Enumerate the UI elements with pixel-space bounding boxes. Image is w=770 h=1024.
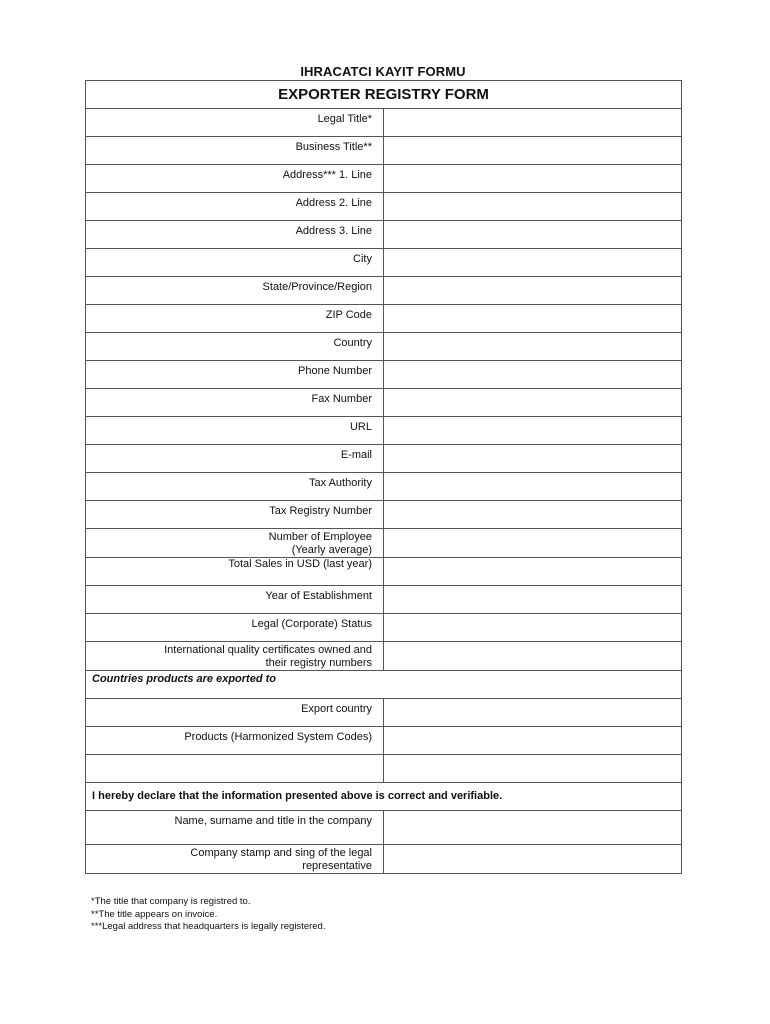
field-label: Business Title** <box>86 137 384 165</box>
tax-authority-field[interactable] <box>384 473 682 501</box>
footnote: *The title that company is registred to. <box>91 896 251 907</box>
field-label: Year of Establishment <box>86 586 384 614</box>
field-row-country <box>86 333 682 361</box>
field-row-tax-authority <box>86 473 682 501</box>
section-row-countries <box>86 671 682 699</box>
state-province-region-field[interactable] <box>384 277 682 305</box>
field-row-address-2 <box>86 193 682 221</box>
blank-value-field[interactable] <box>384 755 682 783</box>
email-field[interactable] <box>384 445 682 473</box>
url-field[interactable] <box>384 417 682 445</box>
field-label-line-2: their registry numbers <box>265 657 372 669</box>
stamp-signature-field[interactable] <box>384 845 682 874</box>
legal-corporate-status-field[interactable] <box>384 614 682 642</box>
phone-number-field[interactable] <box>384 361 682 389</box>
total-sales-field[interactable] <box>384 558 682 586</box>
number-of-employee-field[interactable] <box>384 529 682 558</box>
quality-certificates-field[interactable] <box>384 642 682 671</box>
blank-label-cell <box>86 755 384 783</box>
field-label: Tax Authority <box>86 473 384 501</box>
field-row-employees <box>86 529 682 558</box>
field-label: Total Sales in USD (last year) <box>86 558 384 586</box>
field-row-total-sales <box>86 558 682 586</box>
legal-title-field[interactable] <box>384 109 682 137</box>
field-label: State/Province/Region <box>86 277 384 305</box>
business-title-field[interactable] <box>384 137 682 165</box>
field-label: Phone Number <box>86 361 384 389</box>
year-of-establishment-field[interactable] <box>384 586 682 614</box>
field-label: City <box>86 249 384 277</box>
footnotes <box>91 896 325 934</box>
field-label: Export country <box>86 699 384 727</box>
field-label-line-1: International quality certificates owned and <box>164 644 372 656</box>
country-field[interactable] <box>384 333 682 361</box>
field-label: E-mail <box>86 445 384 473</box>
field-label <box>86 642 384 671</box>
field-row-legal-title <box>86 109 682 137</box>
form-title-turkish: IHRACATCI KAYIT FORMU <box>300 64 466 79</box>
field-label: Fax Number <box>86 389 384 417</box>
declaration-row <box>86 783 682 811</box>
field-label: URL <box>86 417 384 445</box>
field-label: Legal Title* <box>86 109 384 137</box>
export-country-field[interactable] <box>384 699 682 727</box>
section-heading-countries: Countries products are exported to <box>86 671 682 699</box>
address-line-3-field[interactable] <box>384 221 682 249</box>
field-row-export-country <box>86 699 682 727</box>
field-label: Name, surname and title in the company <box>86 811 384 845</box>
form-title-english: EXPORTER REGISTRY FORM <box>86 81 682 109</box>
field-row-city <box>86 249 682 277</box>
field-label: Address 3. Line <box>86 221 384 249</box>
field-label: Tax Registry Number <box>86 501 384 529</box>
field-label: Address*** 1. Line <box>86 165 384 193</box>
registry-form-table <box>85 80 682 874</box>
field-row-zip <box>86 305 682 333</box>
products-hs-codes-field[interactable] <box>384 727 682 755</box>
footnote: **The title appears on invoice. <box>91 908 218 920</box>
field-row-certificates <box>86 642 682 671</box>
field-row-stamp-signature <box>86 845 682 874</box>
field-label-line-1: Company stamp and sing of the legal <box>190 847 372 859</box>
field-label: ZIP Code <box>86 305 384 333</box>
zip-code-field[interactable] <box>384 305 682 333</box>
field-label <box>86 845 384 874</box>
field-label: Products (Harmonized System Codes) <box>86 727 384 755</box>
field-row-fax <box>86 389 682 417</box>
address-line-2-field[interactable] <box>384 193 682 221</box>
field-row-business-title <box>86 137 682 165</box>
field-row-tax-registry <box>86 501 682 529</box>
footnote: ***Legal address that headquarters is legally registered. <box>91 921 326 932</box>
field-row-state <box>86 277 682 305</box>
field-label <box>86 529 384 558</box>
field-label-line-2: (Yearly average) <box>291 544 372 556</box>
field-row-address-1 <box>86 165 682 193</box>
form-title-row <box>86 81 682 109</box>
field-row-email <box>86 445 682 473</box>
field-row-url <box>86 417 682 445</box>
field-row-name-title <box>86 811 682 845</box>
field-row-phone <box>86 361 682 389</box>
field-label: Legal (Corporate) Status <box>86 614 384 642</box>
tax-registry-number-field[interactable] <box>384 501 682 529</box>
field-row-year-established <box>86 586 682 614</box>
declaration-text: I hereby declare that the information presented above is correct and verifiable. <box>86 783 682 811</box>
field-label: Country <box>86 333 384 361</box>
field-label: Address 2. Line <box>86 193 384 221</box>
field-row-products <box>86 727 682 755</box>
fax-number-field[interactable] <box>384 389 682 417</box>
field-row-address-3 <box>86 221 682 249</box>
name-surname-title-field[interactable] <box>384 811 682 845</box>
field-label-line-2: representative <box>302 860 372 872</box>
address-line-1-field[interactable] <box>384 165 682 193</box>
field-row-blank <box>86 755 682 783</box>
field-label-line-1: Number of Employee <box>268 531 372 543</box>
city-field[interactable] <box>384 249 682 277</box>
field-row-legal-status <box>86 614 682 642</box>
